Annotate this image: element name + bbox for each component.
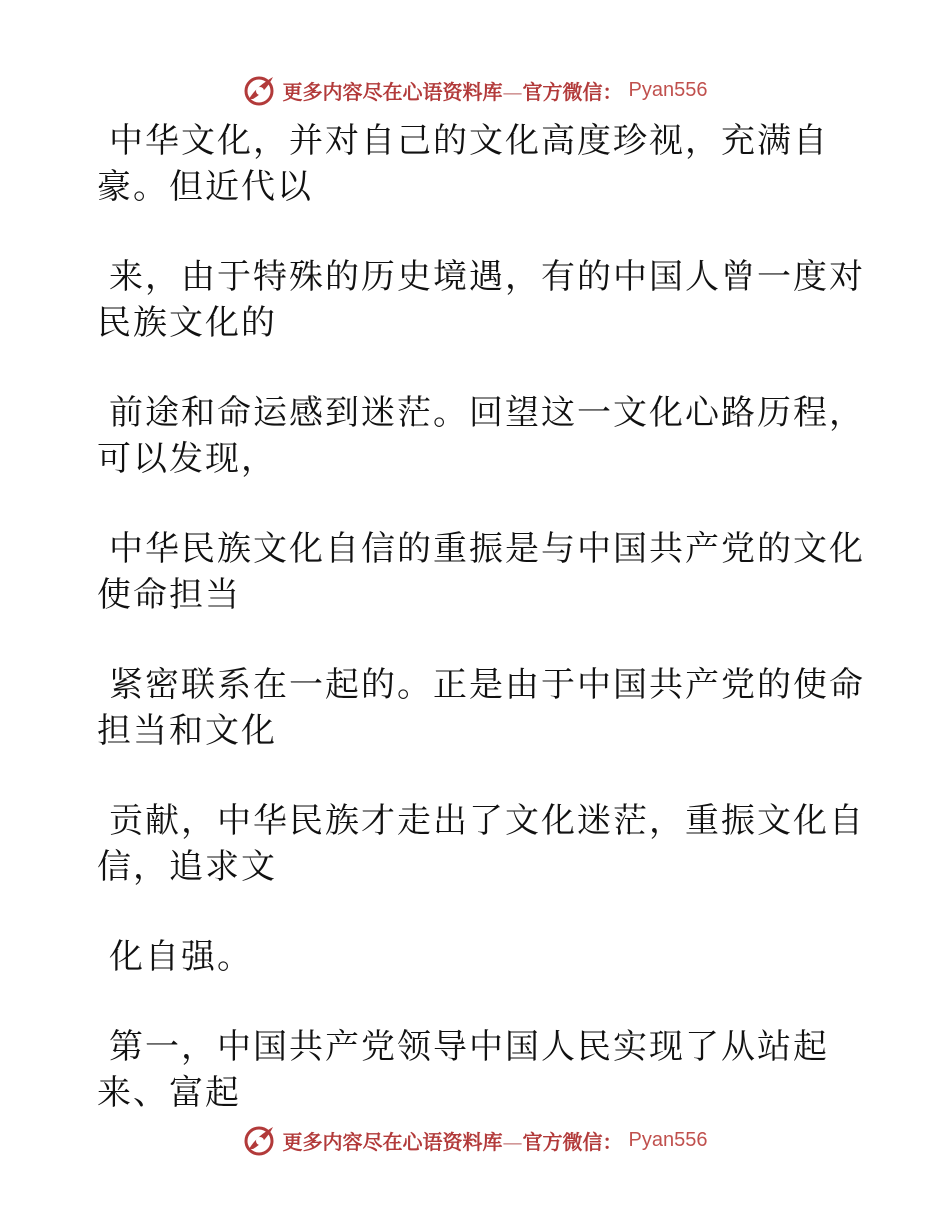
watermark-text (283, 76, 623, 105)
text-line: 担当和文化 (97, 711, 277, 751)
watermark-text (283, 1126, 623, 1155)
text-line: 第一，中国共产党领导中国人民实现了从站起 (109, 1027, 829, 1067)
text-line: 来，由于特殊的历史境遇，有的中国人曾一度对 (109, 257, 865, 297)
header-watermark (0, 70, 950, 110)
text-line: 前途和命运感到迷茫。回望这一文化心路历程， (109, 393, 865, 433)
text-line: 紧密联系在一起的。正是由于中国共产党的使命 (109, 665, 865, 705)
watermark-separator: — (502, 79, 523, 104)
text-line: 豪。但近代以 (97, 167, 313, 207)
document-body (97, 118, 865, 1116)
watermark-main: 更多内容尽在心语资料库 (282, 1129, 503, 1154)
watermark-main: 更多内容尽在心语资料库 (282, 79, 503, 104)
text-line: 信，追求文 (97, 847, 277, 887)
text-line: 使命担当 (97, 575, 241, 615)
footer-watermark (0, 1120, 950, 1160)
watermark-sub: 官方微信： (522, 1129, 623, 1154)
text-line: 可以发现， (97, 439, 277, 479)
text-line: 中华文化，并对自己的文化高度珍视，充满自 (109, 121, 829, 161)
quill-logo-icon (243, 73, 277, 107)
text-line: 来、富起 (97, 1073, 241, 1113)
watermark-wechat-id: Pyan556 (628, 78, 708, 101)
text-line: 中华民族文化自信的重振是与中国共产党的文化 (109, 529, 865, 569)
watermark-wechat-id: Pyan556 (628, 1128, 708, 1151)
watermark-separator: — (502, 1129, 523, 1154)
text-line: 化自强。 (109, 937, 253, 977)
text-line: 民族文化的 (97, 303, 277, 343)
text-line: 贡献，中华民族才走出了文化迷茫，重振文化自 (109, 801, 865, 841)
quill-logo-icon (243, 1123, 277, 1157)
watermark-sub: 官方微信： (522, 79, 623, 104)
